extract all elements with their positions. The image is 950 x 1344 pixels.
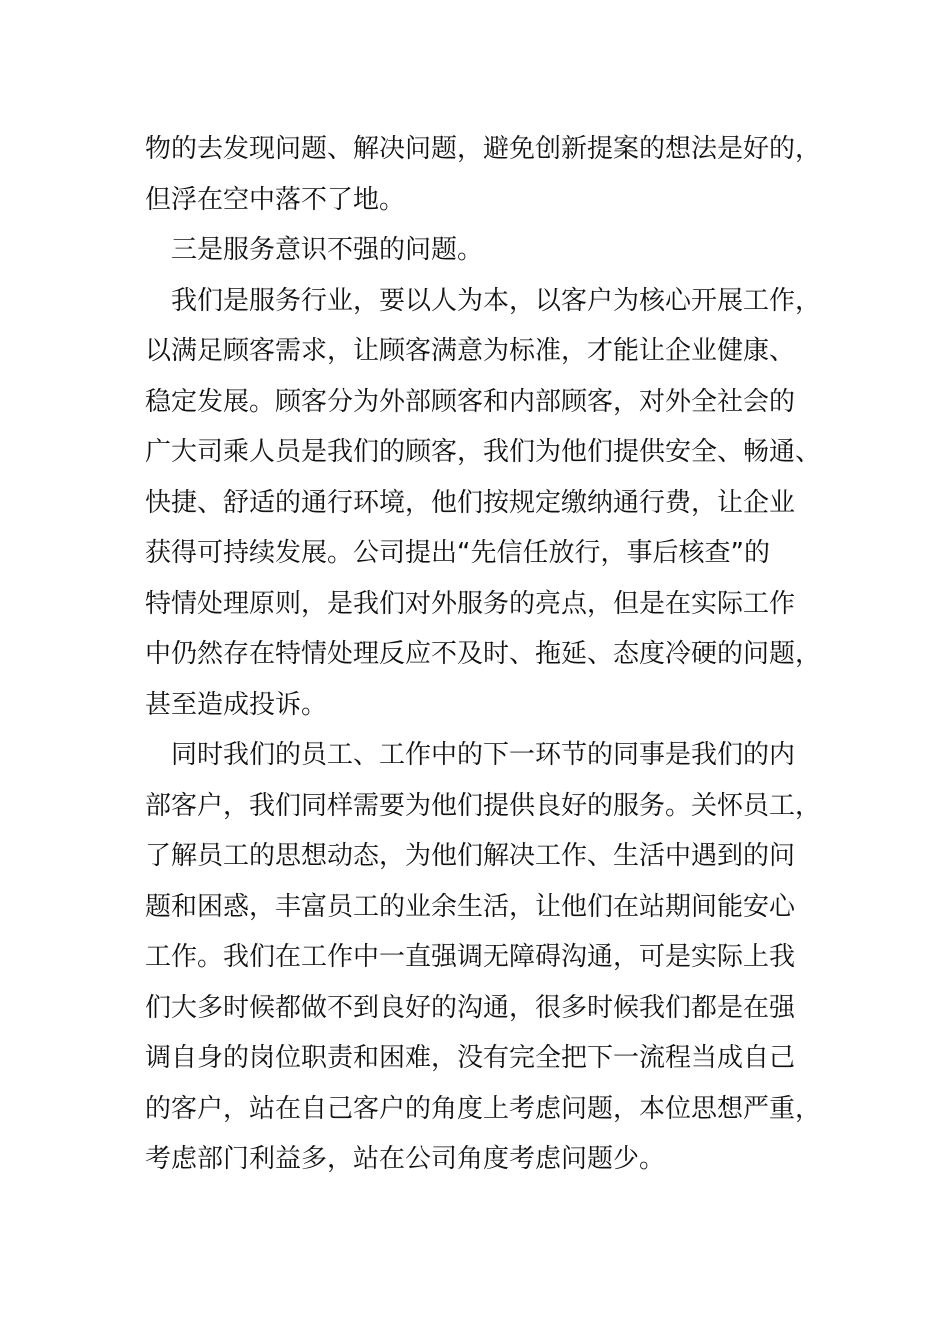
text-line: 稳定发展。顾客分为外部顾客和内部顾客，对外全社会的 xyxy=(145,386,796,417)
section-heading: 三是服务意识不强的问题。 xyxy=(145,235,484,265)
text-line: 物的去发现问题、解决问题，避免创新提案的想法是好的， xyxy=(145,134,822,164)
text-line: 部客户，我们同样需要为他们提供良好的服务。关怀员工， xyxy=(145,790,822,821)
text-line: 了解员工的思想动态，为他们解决工作、生活中遇到的问 xyxy=(145,841,796,871)
paragraph-1 xyxy=(145,124,822,225)
text-line: 甚至造成投诉。 xyxy=(145,689,328,720)
text-line: 调自身的岗位职责和困难，没有完全把下一流程当成自己 xyxy=(145,1043,796,1073)
paragraph-2 xyxy=(145,225,810,276)
text-line: 们大多时候都做不到良好的沟通，很多时候我们都是在强 xyxy=(145,992,796,1023)
document-body xyxy=(145,124,822,1185)
paragraph-4 xyxy=(145,730,822,1185)
text-line: 的客户，站在自己客户的角度上考虑问题，本位思想严重， xyxy=(145,1093,822,1124)
text-line: 快捷、舒适的通行环境，他们按规定缴纳通行费，让企业 xyxy=(145,487,796,518)
text-line: 题和困惑，丰富员工的业余生活，让他们在站期间能安心 xyxy=(145,891,796,922)
text-line: 广大司乘人员是我们的顾客，我们为他们提供安全、畅通、 xyxy=(145,437,822,467)
text-line: 我们是服务行业，要以人为本，以客户为核心开展工作， xyxy=(145,285,822,316)
text-line: 同时我们的员工、工作中的下一环节的同事是我们的内 xyxy=(145,740,796,770)
text-line: 但浮在空中落不了地。 xyxy=(145,184,406,215)
text-line: 特情处理原则，是我们对外服务的亮点，但是在实际工作 xyxy=(145,588,796,619)
text-line: 以满足顾客需求，让顾客满意为标准，才能让企业健康、 xyxy=(145,336,796,366)
text-line: 工作。我们在工作中一直强调无障碍沟通，可是实际上我 xyxy=(145,942,796,972)
text-line: 获得可持续发展。公司提出“先信任放行，事后核查”的 xyxy=(145,538,770,568)
paragraph-3 xyxy=(145,276,822,731)
text-line: 考虑部门利益多，站在公司角度考虑问题少。 xyxy=(145,1144,666,1174)
text-line: 中仍然存在特情处理反应不及时、拖延、态度冷硬的问题， xyxy=(145,639,822,669)
